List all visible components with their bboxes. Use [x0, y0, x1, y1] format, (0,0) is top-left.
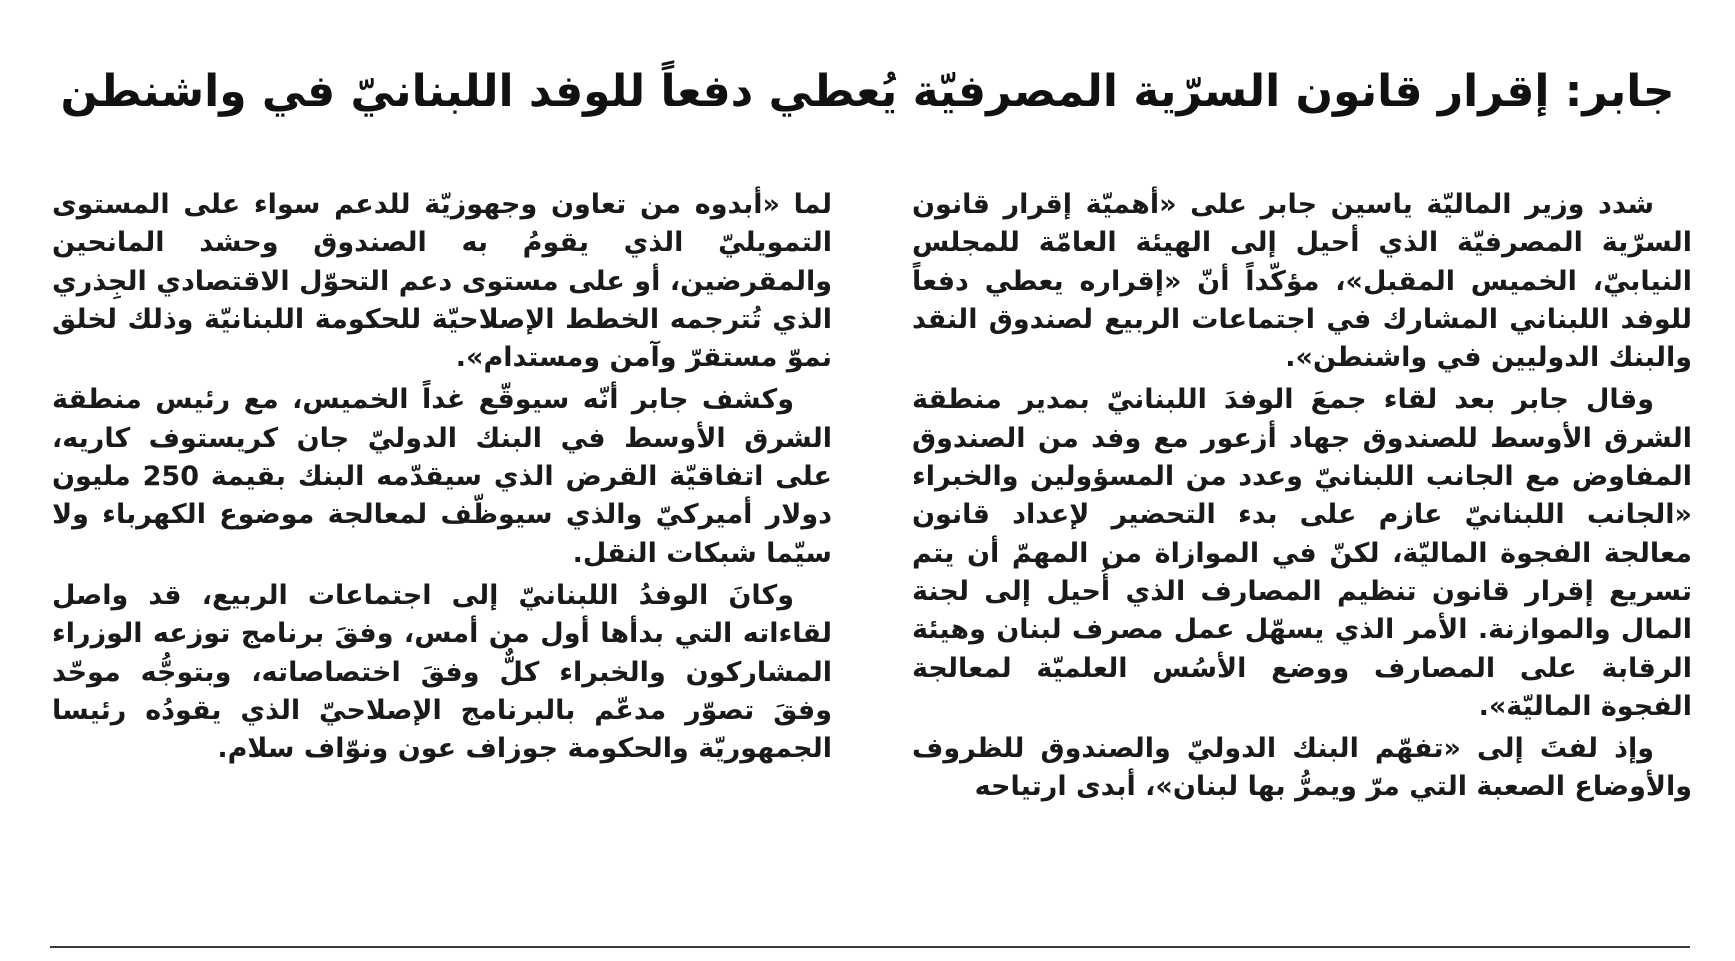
paragraph-left-3: وكانَ الوفدُ اللبنانيّ إلى اجتماعات الربيع، قد واصل لقاءاته التي بدأها أول من أمس، وفقَ برنامج توزعه الوزراء المشاركون والخبراء كلٌّ وفقَ اختصاصاته، وبتوجُّه موحّد وفقَ تصوّر مدعّم بالبرنامج الإصلاحيّ الذي يقودُه رئيسا الجمهوريّة والحكومة جوزاف عون ونوّاف سلام.: [52, 579, 832, 765]
paragraph-left-1: لما «أبدوه من تعاون وجهوزيّة للدعم سواء على المستوى التمويليّ الذي يقومُ به الصندوق وحشد المانحين والمقرضين، أو على مستوى دعم التحوّل الاقتصادي الجِذري الذي تُترجمه الخطط الإصلاحيّة للحكومة اللبنانيّة وذلك لخلق نموّ مستقرّ وآمن ومستدام».: [52, 189, 832, 374]
paragraph-left-2: وكشف جابر أنّه سيوقّع غداً الخميس، مع رئيس منطقة الشرق الأوسط في البنك الدوليّ جان كريستوف كاريه، على اتفاقيّة القرض الذي سيقدّمه البنك بقيمة 250 مليون دولار أميركيّ والذي سيوظّف لمعالجة موضوع الكهرباء ولا سيّما شبكات النقل.: [52, 384, 832, 569]
bottom-divider: [50, 946, 1690, 948]
column-left: [52, 186, 832, 911]
article-columns: [52, 186, 1692, 911]
article-headline: جابر: إقرار قانون السرّية المصرفيّة يُعطي دفعاً للوفد اللبنانيّ في واشنطن: [60, 66, 1675, 117]
paragraph-right-2: وقال جابر بعد لقاء جمعَ الوفدَ اللبنانيّ بمدير منطقة الشرق الأوسط للصندوق جهاد أزعور مع وفد من الصندوق المفاوض مع الجانب اللبنانيّ وعدد من المسؤولين والخبراء «الجانب اللبنانيّ عازم على بدء التحضير لإعداد قانون معالجة الفجوة الماليّة، لكنّ في الموازاة من المهمّ أن يتم تسريع إقرار قانون تنظيم المصارف الذي أُحيل إلى لجنة المال والموازنة. الأمر الذي يسهّل عمل مصرف لبنان وهيئة الرقابة على المصارف ووضع الأسُس العلميّة لمعالجة الفجوة الماليّة».: [912, 384, 1692, 722]
column-right: [912, 186, 1692, 911]
paragraph-right-1: شدد وزير الماليّة ياسين جابر على «أهميّة إقرار قانون السرّية المصرفيّة الذي أحيل إلى الهيئة العامّة للمجلس النيابيّ، الخميس المقبل»، مؤكّداً أنّ «إقراره يعطي دفعاً للوفد اللبناني المشارك في اجتماعات الربيع لصندوق النقد والبنك الدوليين في واشنطن».: [912, 189, 1692, 374]
paragraph-right-3: وإذ لفتَ إلى «تفهّم البنك الدوليّ والصندوق للظروف والأوضاع الصعبة التي مرّ ويمرُّ بها لبنان»، أبدى ارتياحه: [912, 733, 1692, 803]
